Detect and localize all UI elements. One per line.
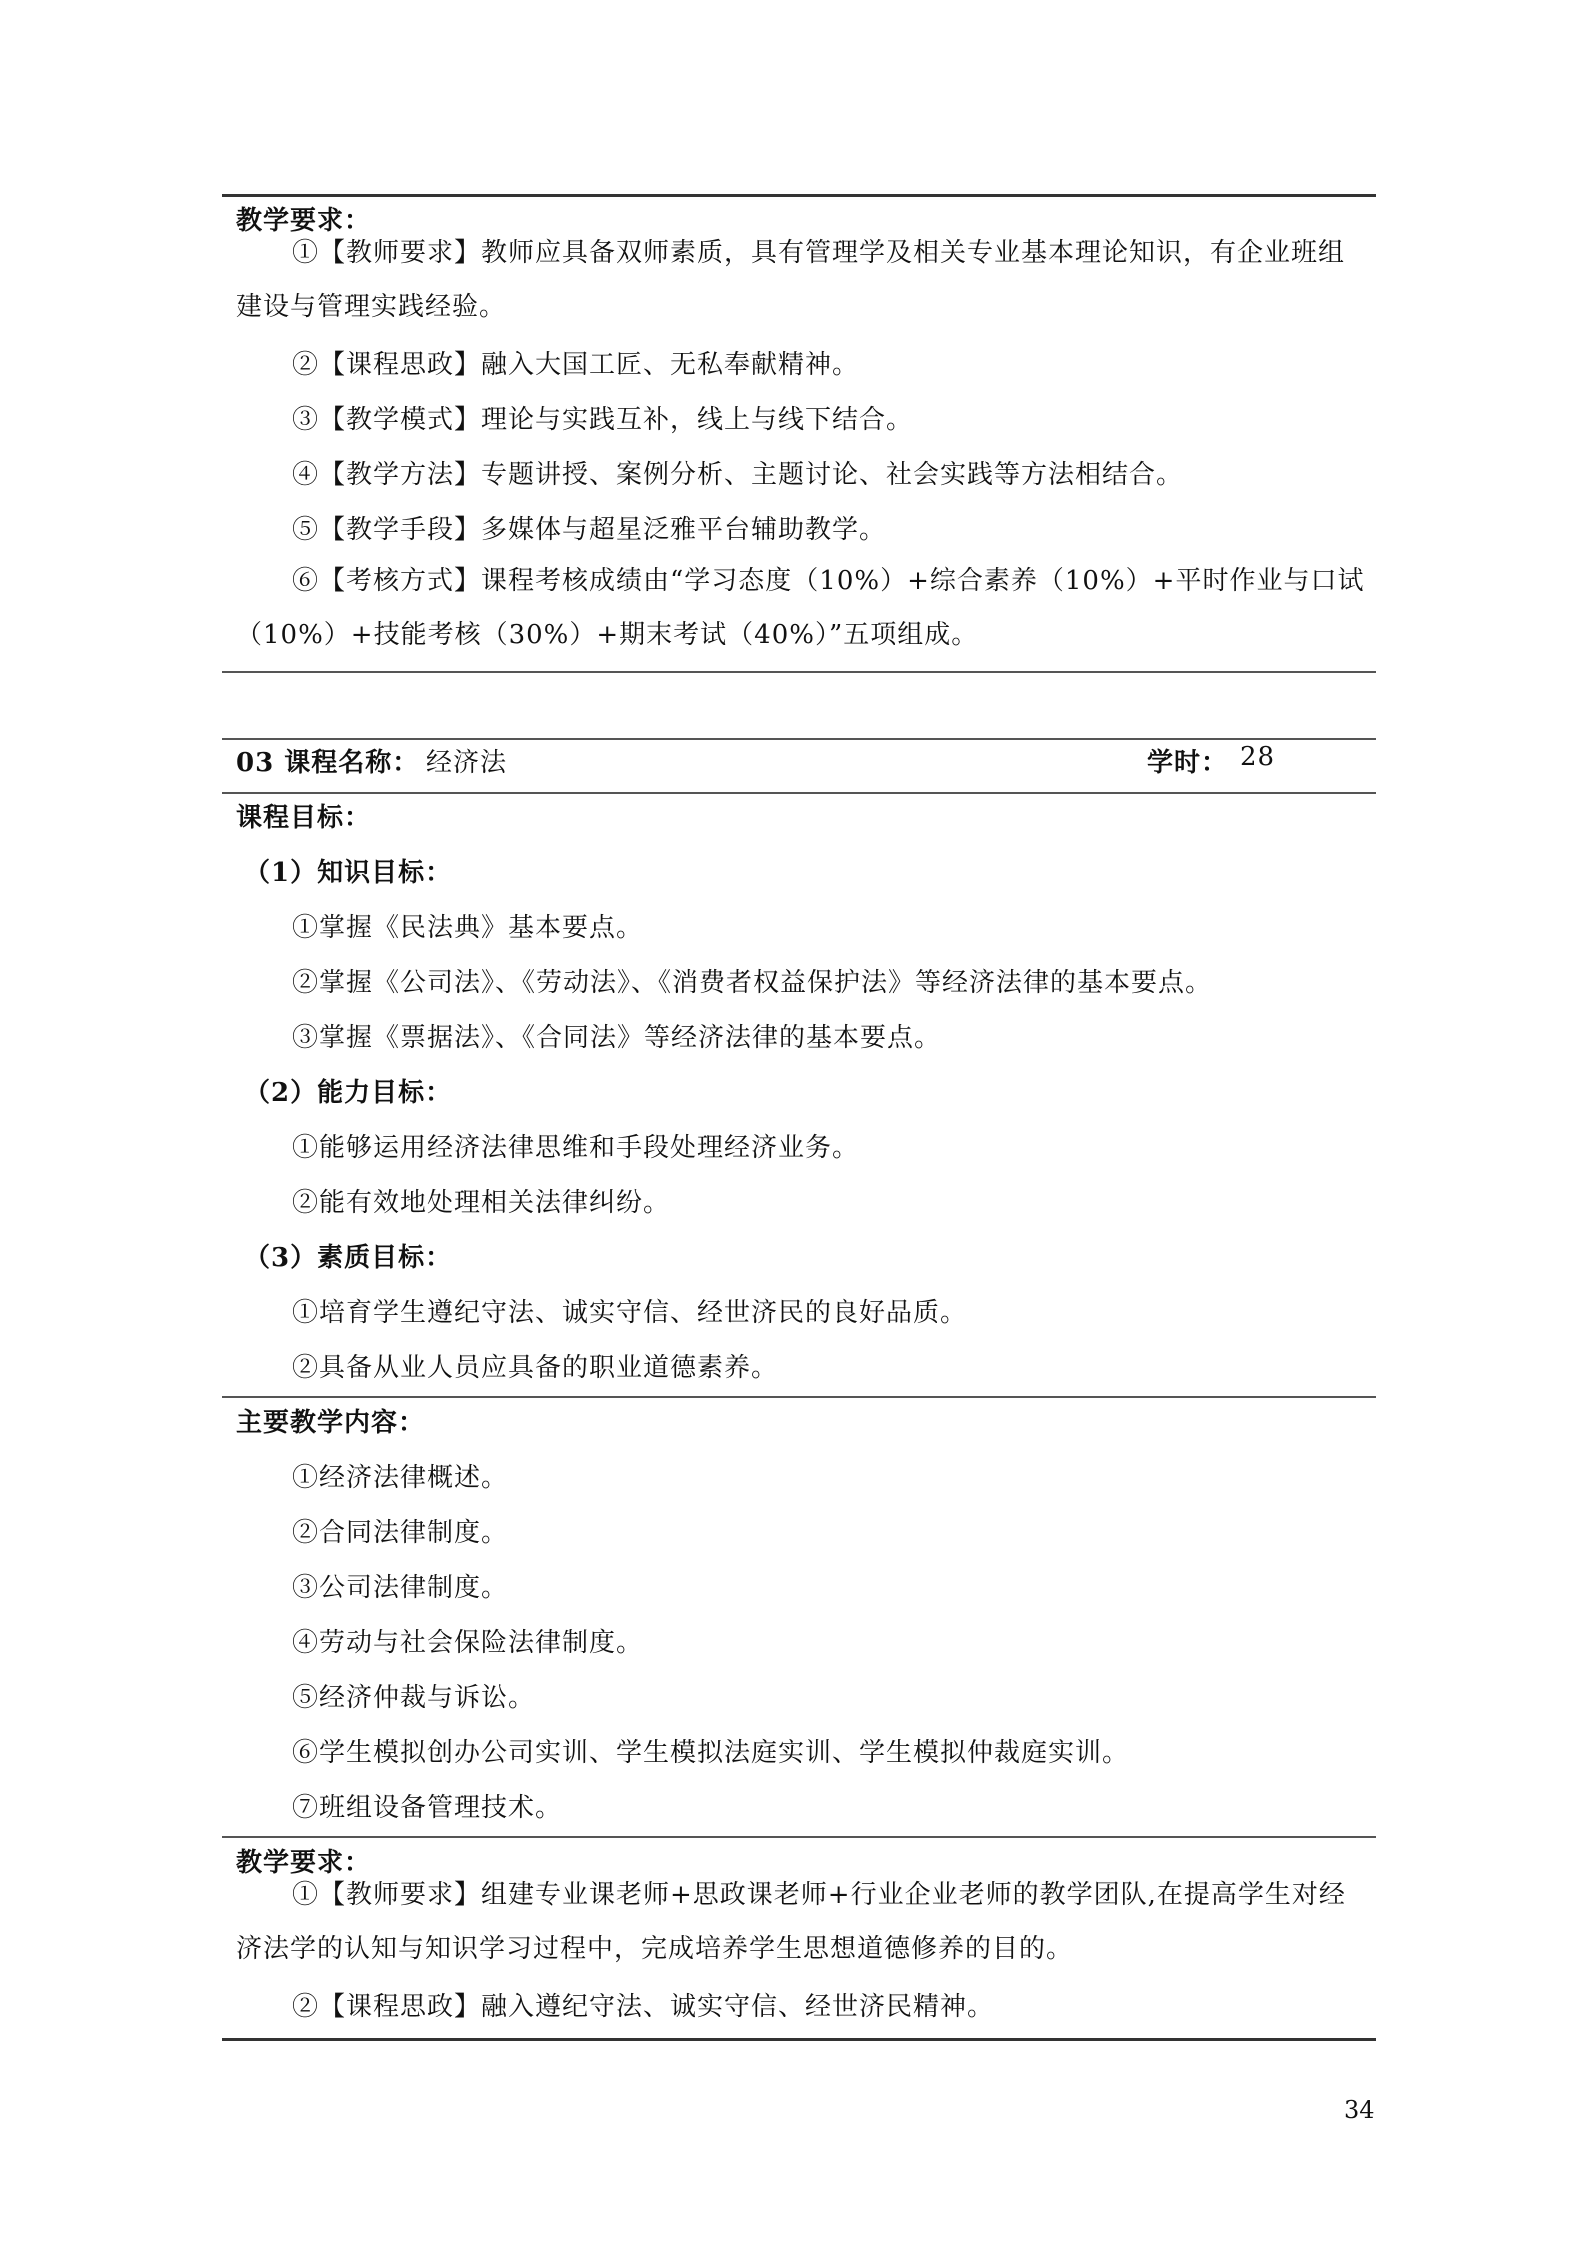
requirement-assessment: ⑥【考核方式】课程考核成绩由“学习态度（10%）+综合素养（10%）+平时作业与口试（10%）+技能考核（30%）+期末考试（40%）”五项组成。 — [236, 566, 1365, 650]
ability-goal-item: ②能有效地处理相关法律纠纷。 — [292, 1188, 671, 1218]
requirement-teacher: ①【教师要求】组建专业课老师+思政课老师+行业企业老师的教学团队,在提高学生对经济法学的认知与知识学习过程中，完成培养学生思想道德修养的目的。 — [236, 1880, 1346, 1964]
content-item: ①经济法律概述。 — [292, 1463, 509, 1493]
requirement-mode: ③【教学模式】理论与实践互补，线上与线下结合。 — [292, 405, 914, 435]
course-hours: 28 — [1240, 742, 1276, 772]
course-hours-label: 学时： — [1147, 748, 1229, 778]
top-rule — [222, 194, 1376, 197]
content-item: ②合同法律制度。 — [292, 1518, 509, 1548]
course-header-bottom-rule — [222, 792, 1376, 794]
quality-goal-item: ①培育学生遵纪守法、诚实守信、经世济民的良好品质。 — [292, 1298, 968, 1328]
course-header-top-rule — [222, 738, 1376, 740]
course-name: 经济法 — [426, 748, 508, 778]
knowledge-goal-item: ①掌握《民法典》基本要点。 — [292, 913, 644, 943]
content-item: ⑦班组设备管理技术。 — [292, 1793, 563, 1823]
ability-goals-heading: （2）能力目标： — [244, 1078, 453, 1108]
content-item: ⑤经济仲裁与诉讼。 — [292, 1683, 536, 1713]
requirement-ideology: ②【课程思政】融入大国工匠、无私奉献精神。 — [292, 350, 860, 380]
teaching-requirements-heading: 教学要求： — [236, 1848, 372, 1878]
requirement-means: ⑤【教学手段】多媒体与超星泛雅平台辅助教学。 — [292, 515, 887, 545]
quality-goals-heading: （3）素质目标： — [244, 1243, 453, 1273]
bottom-rule — [222, 2038, 1376, 2041]
requirement-method: ④【教学方法】专题讲授、案例分析、主题讨论、社会实践等方法相结合。 — [292, 460, 1184, 490]
page-number: 34 — [1344, 2096, 1375, 2124]
teaching-content-heading: 主要教学内容： — [236, 1408, 426, 1438]
content-end-rule — [222, 1836, 1376, 1838]
content-item: ④劳动与社会保险法律制度。 — [292, 1628, 644, 1658]
requirement-teacher: ①【教师要求】教师应具备双师素质，具有管理学及相关专业基本理论知识，有企业班组建设与管理实践经验。 — [236, 238, 1346, 322]
ability-goal-item: ①能够运用经济法律思维和手段处理经济业务。 — [292, 1133, 860, 1163]
course-name-label: 03 课程名称： — [236, 748, 420, 778]
quality-goal-item: ②具备从业人员应具备的职业道德素养。 — [292, 1353, 779, 1383]
teaching-requirements-heading: 教学要求： — [236, 206, 372, 236]
knowledge-goal-item: ③掌握《票据法》、《合同法》等经济法律的基本要点。 — [292, 1023, 942, 1053]
content-item: ⑥学生模拟创办公司实训、学生模拟法庭实训、学生模拟仲裁庭实训。 — [292, 1738, 1130, 1768]
knowledge-goal-item: ②掌握《公司法》、《劳动法》、《消费者权益保护法》等经济法律的基本要点。 — [292, 968, 1213, 998]
course-goals-heading: 课程目标： — [236, 803, 372, 833]
goals-end-rule — [222, 1396, 1376, 1398]
requirement-ideology: ②【课程思政】融入遵纪守法、诚实守信、经世济民精神。 — [292, 1992, 995, 2022]
knowledge-goals-heading: （1）知识目标： — [244, 858, 453, 888]
content-item: ③公司法律制度。 — [292, 1573, 509, 1603]
section-end-rule — [222, 671, 1376, 673]
